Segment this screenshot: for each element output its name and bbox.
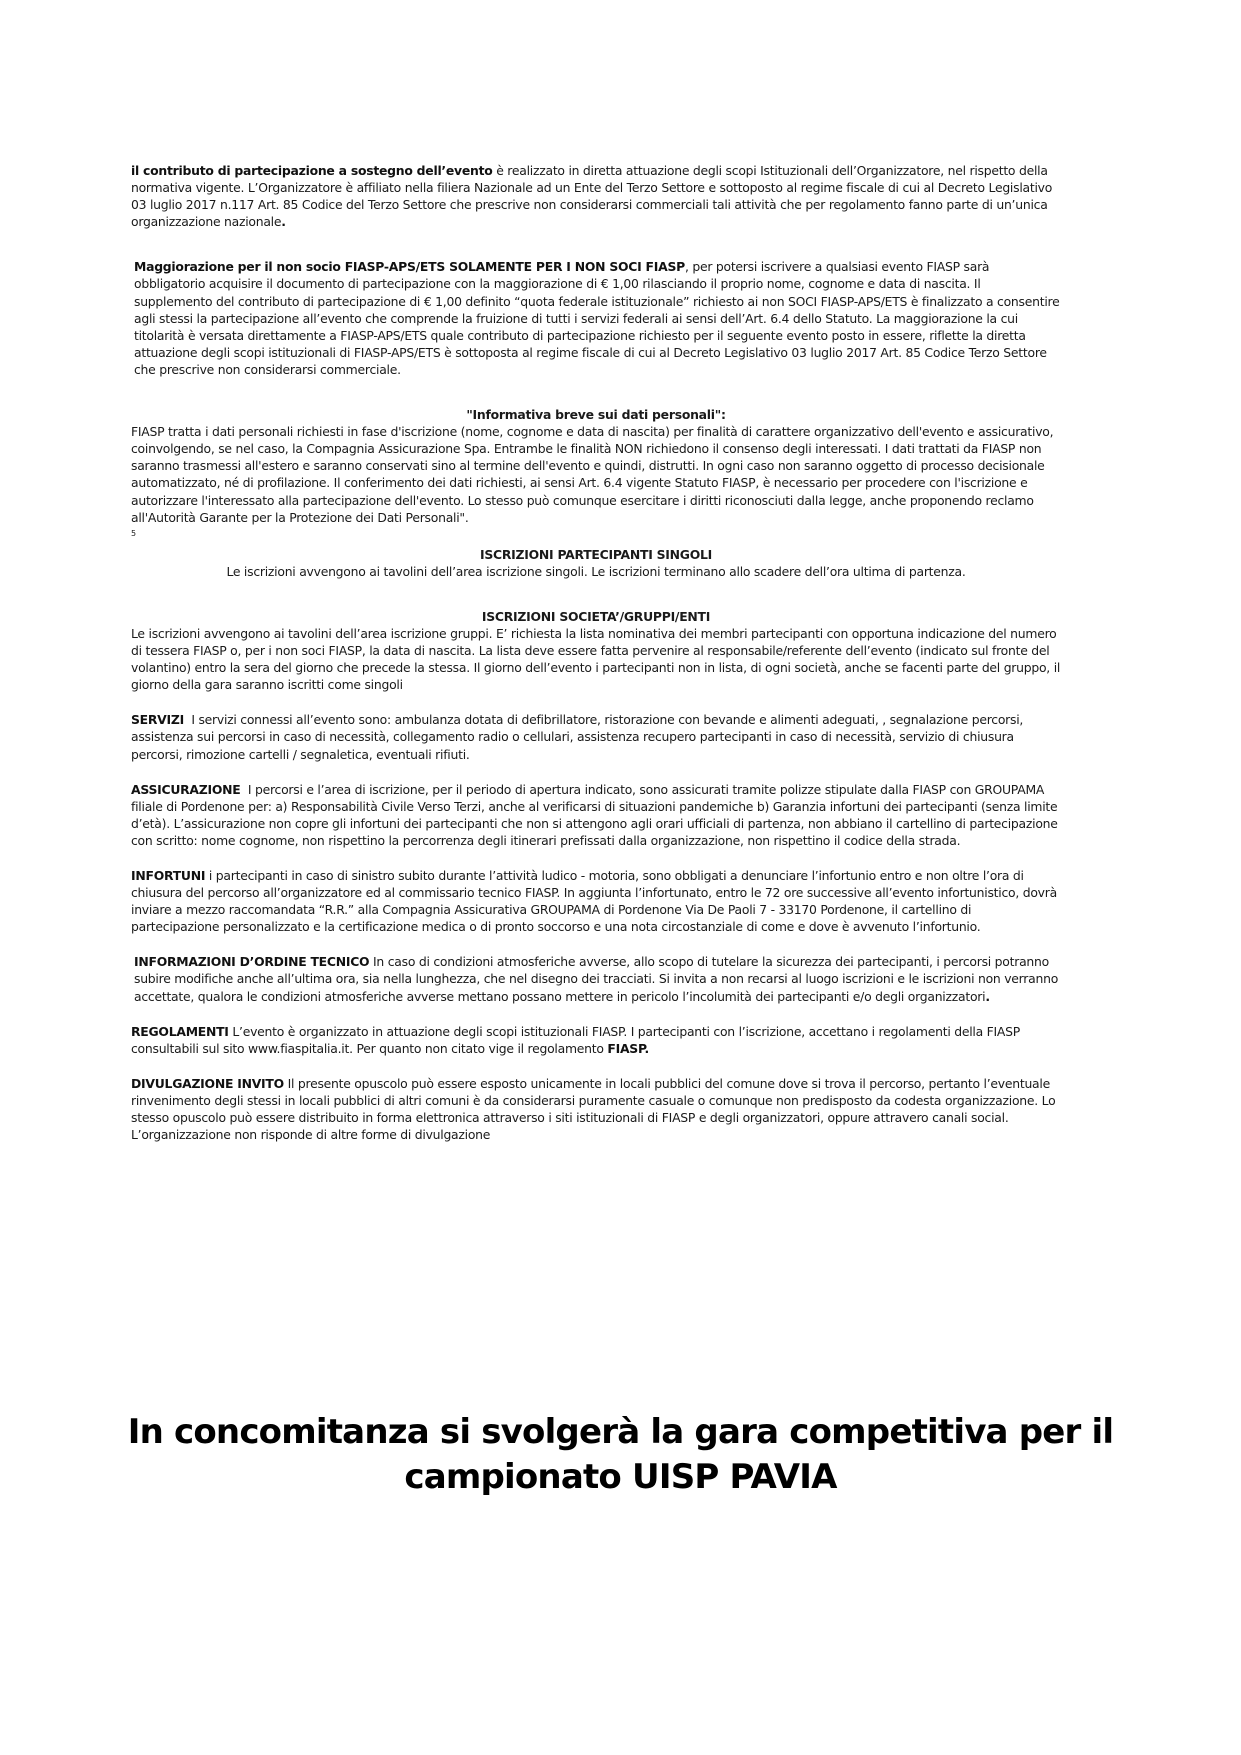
infortuni-text: i partecipanti in caso di sinistro subito durante l’attività ludico - motoria, sono obbligati a denunciare l’infortunio entro e non oltre l’ora di chiusura del percorso all’organizzatore ed al commissario tecnico FIASP. In aggiunta l’infortunato, entro le 72 ore successive all’evento infortunistico, dovrà inviare a mezzo raccomandata “R.R.” alla Compagnia Assicurativa GROUPAMA di Pordenone Via De Paoli 7 - 33170 Pordenone, il cartellino di partecipazione personalizzato e la certificazione medica o di pronto soccorso e una nota circostanziale di come e dove è avvenuto l’infortunio.	[131, 868, 1057, 935]
infortuni-bold: INFORTUNI	[131, 868, 206, 883]
gruppi-text: Le iscrizioni avvengono ai tavolini dell’area iscrizione gruppi. E’ richiesta la lista nominativa dei membri partecipanti con opportuna indicazione del numero di tessera FIASP o, per i non soci FIASP, la data di nascita. La lista deve essere fatta pervenire al responsabile/referente dell’evento (indicato sul fronte del volantino) entro la sera del giorno che precede la stessa. Il giorno dell’evento i partecipanti non in lista, di ogni società, anche se facenti parte del gruppo, il giorno della gara saranno iscritti come singoli	[131, 625, 1061, 693]
tecnico-text: In caso di condizioni atmosferiche avverse, allo scopo di tutelare la sicurezza dei partecipanti, i percorsi potranno subire modifiche anche all’ultima ora, sia nella lunghezza, che nel disegno dei tracciati. Si invita a non recarsi al luogo iscrizioni e le iscrizioni non verranno accettate, qualora le condizioni atmosferiche avverse mettano possano mettere in pericolo l’incolumità dei partecipanti e/o degli organizzatori	[134, 954, 1059, 1004]
gruppi-title: ISCRIZIONI SOCIETA’/GRUPPI/ENTI	[481, 608, 711, 624]
regolamenti-bold: REGOLAMENTI	[131, 1023, 229, 1039]
assicurazione-text: I percorsi e l’area di iscrizione, per il periodo di apertura indicato, sono assicurati tramite polizze stipulate dalla FIASP con GROUPAMA filiale di Pordenone per: a) Responsabilità Civile Verso Terzi, anche al verificarsi di situazioni pandemiche b) Garanzia infortuni dei partecipanti (senza limite d’età). L’assicurazione non copre gli infortuni dei partecipanti che non si attengono agli orari ufficiali di partenza, non abbiano il cartellino di partecipazione con scritto: nome cognome, non rispettino la percorrenza degli itinerari prefissati dalla organizzazione, non rispettino il codice della strada.	[131, 781, 1062, 848]
tecnico-bold: INFORMAZIONI D’ORDINE TECNICO	[134, 954, 370, 970]
regolamenti-text: L’evento è organizzato in attuazione degli scopi istituzionali FIASP. I partecipanti con l’iscrizione, accettano i regolamenti della FIASP consultabili sul sito www.fiaspitalia.it. Per quanto non citato vige il regolamento	[131, 1023, 1020, 1056]
contributo-text: è realizzato in diretta attuazione degli scopi Istituzionali dell’Organizzatore, nel rispetto della normativa vigente. L’Organizzatore è affiliato nella filiera Nazionale ad un Ente del Terzo Settore e sottoposto al regime fiscale di cui al Decreto Legislativo 03 luglio 2017 n.117 Art. 85 Codice del Terzo Settore che prescrive non considerarsi commerciali tali attività che per regolamento fanno parte di un’unica organizzazione nazionale	[131, 163, 1053, 230]
announcement-line-2: campionato UISP PAVIA	[404, 1457, 837, 1497]
regolamenti-paragraph	[131, 1023, 1061, 1057]
singoli-title: ISCRIZIONI PARTECIPANTI SINGOLI	[480, 546, 712, 562]
regolamenti-end: FIASP.	[607, 1040, 649, 1056]
infortuni-paragraph	[131, 867, 1061, 935]
announcement-line-1: In concomitanza si svolgerà la gara competitiva per il	[127, 1412, 1114, 1452]
maggiorazione-paragraph	[131, 258, 1061, 378]
divulgazione-paragraph	[131, 1075, 1061, 1143]
divulgazione-bold: DIVULGAZIONE INVITO	[131, 1075, 284, 1091]
divulgazione-text: Il presente opuscolo può essere esposto unicamente in locali pubblici del comune dove si trova il percorso, pertanto l’eventuale rinvenimento degli stessi in locali pubblici di altri comuni è da considerarsi puramente casuale o comunque non predisposto da codesta organizzazione. Lo stesso opuscolo può essere distribuito in forma elettronica attraverso i siti istituzionali di FIASP e degli organizzatori, oppure attravero canali social. L’organizzazione non risponde di altre forme di divulgazione	[131, 1075, 1056, 1143]
tecnico-end: .	[985, 988, 990, 1004]
contributo-paragraph	[131, 162, 1061, 230]
informativa-title: "Informativa breve sui dati personali":	[466, 407, 726, 423]
servizi-bold: SERVIZI	[131, 712, 184, 728]
contributo-bold: il contributo di partecipazione a sostegno dell’evento	[131, 163, 493, 178]
singoli-text: Le iscrizioni avvengono ai tavolini dell’area iscrizione singoli. Le iscrizioni terminano allo scadere dell’ora ultima di partenza.	[226, 563, 966, 579]
assicurazione-bold: ASSICURAZIONE	[131, 781, 241, 797]
servizi-text: I servizi connessi all’evento sono: ambulanza dotata di defibrillatore, ristorazione con bevande e alimenti adeguati, , segnalazione percorsi, assistenza sui percorsi in caso di necessità, collegamento radio o cellulari, assistenza recupero partecipanti in caso di necessità, servizio di chiusura percorsi, rimozione cartelli / segnaletica, eventuali rifiuti.	[131, 712, 1027, 762]
document-body	[131, 162, 1061, 1143]
contributo-end: .	[281, 214, 286, 230]
tecnico-paragraph	[131, 953, 1061, 1004]
maggiorazione-text: , per potersi iscrivere a qualsiasi evento FIASP sarà obbligatorio acquisire il documento di partecipazione con la maggiorazione di € 1,00 rilasciando il proprio nome, cognome e data di nascita. Il supplemento del contributo di partecipazione di € 1,00 definito “quota federale istituzionale” richiesto ai non SOCI FIASP-APS/ETS è finalizzato a consentire agli stessi la partecipazione all’evento che comprende la fruizione di tutti i servizi federali ai sensi dell’Art. 6.4 dello Statuto. La maggiorazione la cui titolarità è versata direttamente a FIASP-APS/ETS quale contributo di partecipazione richiesto per il seguente evento posto in essere, riflette la diretta attuazione degli scopi istituzionali di FIASP-APS/ETS è sottoposta al regime fiscale di cui al Decreto Legislativo 03 luglio 2017 Art. 85 Codice Terzo Settore che prescrive non considerarsi commerciale.	[134, 259, 1060, 377]
assicurazione-paragraph	[131, 781, 1061, 849]
maggiorazione-bold: Maggiorazione per il non socio FIASP-APS/ETS SOLAMENTE PER I NON SOCI FIASP	[134, 259, 685, 275]
servizi-paragraph	[131, 711, 1061, 762]
announcement-heading	[60, 1410, 1181, 1500]
page-marker: 5	[131, 528, 136, 538]
informativa-text: FIASP tratta i dati personali richiesti in fase d'iscrizione (nome, cognome e data di nascita) per finalità di carattere organizzativo dell'evento e assicurativo, coinvolgendo, se nel caso, la Compagnia Assicurazione Spa. Entrambe le finalità NON richiedono il consenso degli interessati. I dati trattati da FIASP non saranno trasmessi all'estero e saranno conservati sino al termine dell'evento e quindi, distrutti. In ogni caso non saranno oggetto di processo decisionale automatizzato, né di profilazione. Il conferimento dei dati richiesti, ai sensi Art. 6.4 vigente Statuto FIASP, è necessario per procedere con l'iscrizione e autorizzare l'interessato alla partecipazione dell'evento. Lo stesso può comunque esercitare i diritti riconosciuti dalla legge, anche proponendo reclamo all'Autorità Garante per la Protezione dei Dati Personali".	[131, 424, 1054, 525]
